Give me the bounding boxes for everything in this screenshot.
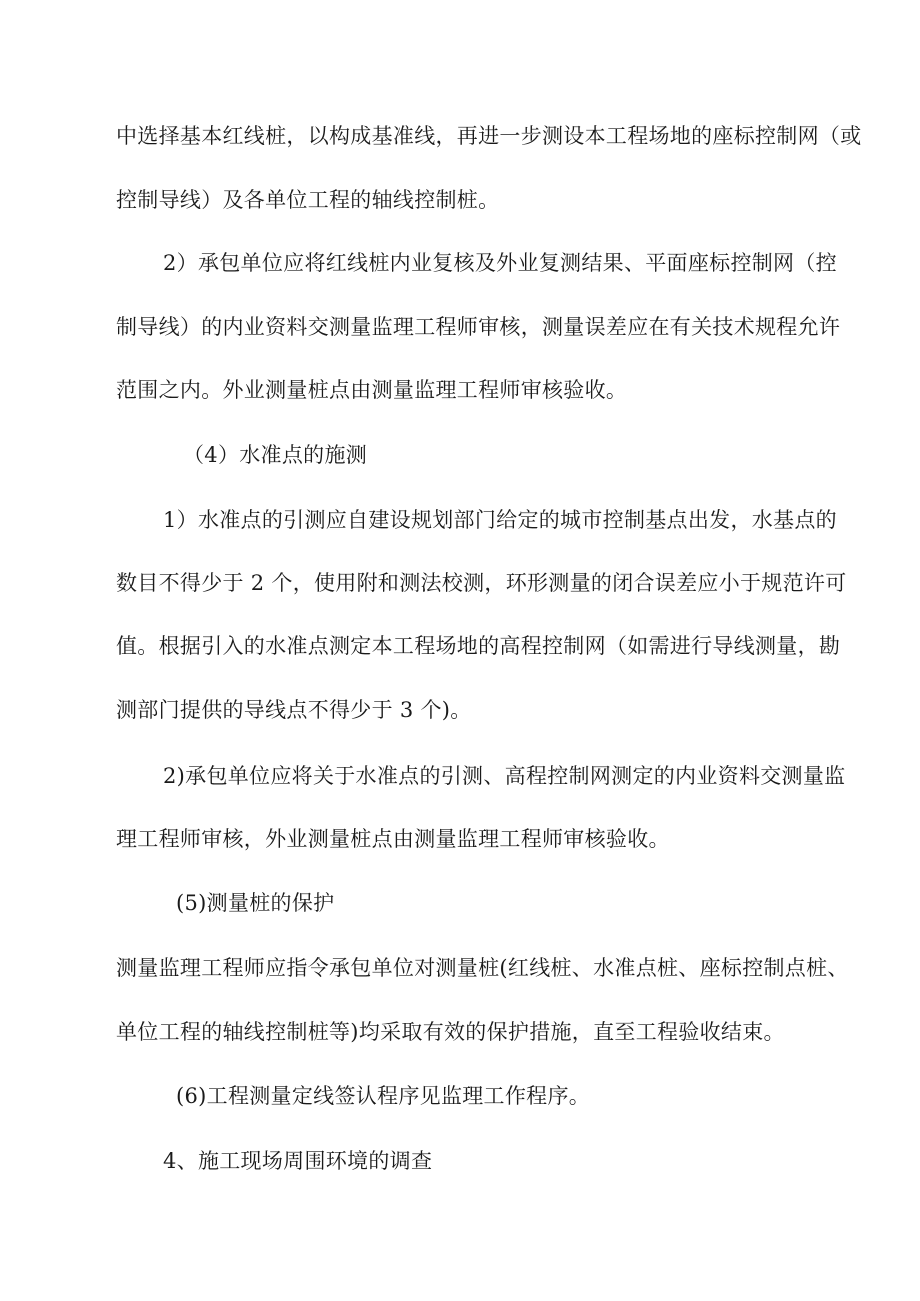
paragraph-line: (6)工程测量定线签认程序见监理工作程序。	[176, 1084, 591, 1108]
section-heading: 4、施工现场周围环境的调查	[163, 1149, 433, 1173]
paragraph-line: 测量监理工程师应指令承包单位对测量桩(红线桩、水准点桩、座标控制点桩、	[116, 956, 849, 980]
paragraph-line: 1）水准点的引测应自建设规划部门给定的城市控制基点出发，水基点的	[163, 508, 837, 532]
paragraph-line: 制导线）的内业资料交测量监理工程师审核，测量误差应在有关技术规程允许	[116, 315, 841, 339]
paragraph-line: 控制导线）及各单位工程的轴线控制桩。	[116, 188, 500, 212]
paragraph-line: 单位工程的轴线控制桩等)均采取有效的保护措施，直至工程验收结束。	[116, 1020, 785, 1044]
paragraph-line: 范围之内。外业测量桩点由测量监理工程师审核验收。	[116, 378, 628, 402]
paragraph-line: 数目不得少于 2 个，使用附和测法校测，环形测量的闭合误差应小于规范许可	[116, 571, 847, 595]
paragraph-line: 2）承包单位应将红线桩内业复核及外业复测结果、平面座标控制网（控	[163, 251, 837, 275]
paragraph-line: 理工程师审核，外业测量桩点由测量监理工程师审核验收。	[116, 827, 670, 851]
paragraph-line: 2)承包单位应将关于水准点的引测、高程控制网测定的内业资料交测量监	[163, 764, 846, 788]
paragraph-line: 值。根据引入的水准点测定本工程场地的高程控制网（如需进行导线测量，勘	[116, 634, 841, 658]
paragraph-line: 测部门提供的导线点不得少于 3 个)。	[116, 698, 472, 722]
section-heading: （4）水准点的施测	[183, 443, 368, 467]
paragraph-line: 中选择基本红线桩，以构成基准线，再进一步测设本工程场地的座标控制网（或	[116, 124, 862, 148]
section-heading: (5)测量桩的保护	[176, 891, 335, 915]
